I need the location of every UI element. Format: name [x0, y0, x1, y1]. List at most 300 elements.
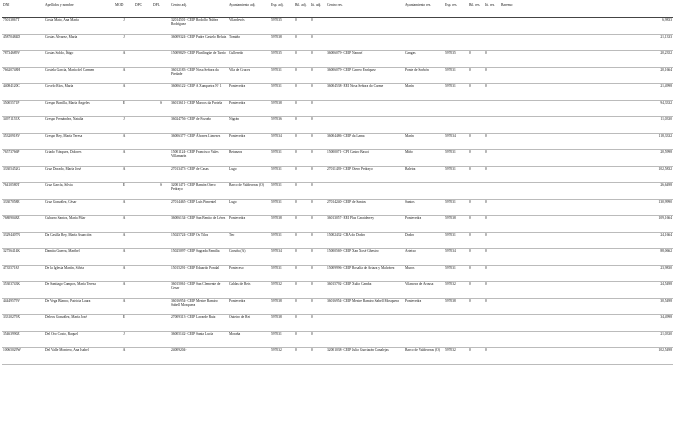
- table-cell: A: [114, 133, 134, 150]
- table-cell: Teo: [228, 232, 270, 249]
- table-cell: 36006122- CEIP A Xunqueira Nº 1: [170, 84, 228, 101]
- table-cell: [152, 282, 170, 299]
- table-cell: 35463990Z: [2, 331, 44, 348]
- table-cell: 597038: [270, 298, 294, 315]
- table-cell: 0: [310, 117, 326, 134]
- table-cell: 0: [468, 166, 484, 183]
- table-cell: Coruña (A): [228, 249, 270, 266]
- column-header: Apellidos y nombre: [44, 3, 114, 18]
- column-header: DNI: [2, 3, 44, 18]
- table-cell: 15025724- CEIP Os Tilos: [170, 232, 228, 249]
- table-cell: Crespo Bonilla, María Ángeles: [44, 100, 114, 117]
- table-cell: J: [114, 331, 134, 348]
- table-cell: 0: [294, 315, 310, 332]
- table-cell: 36006079- CEIP Carreo Enríquez: [326, 67, 404, 84]
- table-cell: 0: [468, 232, 484, 249]
- table-cell: Santos: [404, 199, 444, 216]
- table-cell: 597031: [270, 84, 294, 101]
- table-cell: 0: [484, 67, 500, 84]
- table-cell: [134, 133, 152, 150]
- table-cell: [484, 331, 500, 348]
- table-cell: 597031: [270, 265, 294, 282]
- table-cell: 36016954- CEIP Mestre Ramiro Sabell Mosquera: [326, 298, 404, 315]
- table-cell: 0: [294, 84, 310, 101]
- table-cell: [484, 34, 500, 51]
- table-cell: De Vega Blanco, Patricia Laura: [44, 298, 114, 315]
- table-cell: 44084120C: [2, 84, 44, 101]
- table-cell: [444, 100, 468, 117]
- table-cell: 15000569- CEIP Xan Xosé Ghestro: [326, 249, 404, 266]
- table-cell: Deleos González, María José: [44, 315, 114, 332]
- table-cell: [326, 34, 404, 51]
- table-cell: 35303743K: [2, 282, 44, 299]
- table-cell: 27014465- CEIP Luís Pimentel: [170, 199, 228, 216]
- table-cell: [134, 298, 152, 315]
- column-header: MOD: [114, 3, 134, 18]
- table-cell: 0: [484, 133, 500, 150]
- table-cell: 0: [468, 51, 484, 68]
- table-cell: [404, 34, 444, 51]
- table-cell: Arteixo: [404, 249, 444, 266]
- table-cell: 0: [484, 166, 500, 183]
- table-cell: [404, 331, 444, 348]
- table-cell: [444, 183, 468, 200]
- table-cell: 597032: [270, 348, 294, 365]
- table-cell: 0: [484, 282, 500, 299]
- table-cell: [444, 315, 468, 332]
- column-header: Bil. adj.: [294, 3, 310, 18]
- table-cell: Pontevedra: [228, 133, 270, 150]
- table-cell: 15000071- CPI Castro Baxoi: [326, 150, 404, 167]
- table-cell: 11,0330: [500, 117, 673, 134]
- table-cell: Pontevedra: [228, 84, 270, 101]
- table-cell: 36005142- CEIP Santa Lucía: [170, 331, 228, 348]
- table-cell: 597034: [270, 133, 294, 150]
- table-cell: [134, 67, 152, 84]
- table-cell: 0: [468, 133, 484, 150]
- table-cell: [326, 183, 404, 200]
- table-row: [2, 166, 673, 183]
- table-cell: Costa Mato, Ana María: [44, 18, 114, 35]
- table-cell: Dodro: [404, 232, 444, 249]
- table-cell: 20,1664: [500, 67, 673, 84]
- table-cell: Criado Vázquez, Dolores: [44, 150, 114, 167]
- table-cell: 118,3332: [500, 133, 673, 150]
- table-cell: [468, 34, 484, 51]
- table-cell: 27011439- CEIP Otero Pedrayo: [326, 166, 404, 183]
- table-cell: 24,1664: [500, 232, 673, 249]
- table-cell: 0: [468, 199, 484, 216]
- column-header: Centro res.: [326, 3, 404, 18]
- table-cell: 24009204-: [170, 348, 228, 365]
- table-cell: [134, 34, 152, 51]
- table-cell: [134, 117, 152, 134]
- table-cell: Crespo Fernández, Natalia: [44, 117, 114, 134]
- table-cell: 0: [484, 232, 500, 249]
- column-header: Ayuntamiento adj.: [228, 3, 270, 18]
- table-cell: [152, 150, 170, 167]
- table-cell: [468, 18, 484, 35]
- table-cell: 36013611- CEIP Marcos da Portela: [170, 100, 228, 117]
- table-cell: 33310279X: [2, 315, 44, 332]
- table-cell: 36024756- CEIP de Fozoño: [170, 117, 228, 134]
- table-cell: A: [114, 232, 134, 249]
- table-cell: 0: [468, 249, 484, 266]
- table-cell: [484, 100, 500, 117]
- table-cell: [484, 18, 500, 35]
- table-cell: [326, 18, 404, 35]
- table-cell: 0: [468, 84, 484, 101]
- table-cell: 0: [294, 199, 310, 216]
- table-row: [2, 117, 673, 134]
- table-cell: [326, 100, 404, 117]
- table-cell: 36009324- CEIP Padre Castelo Beluiz: [170, 34, 228, 51]
- table-cell: 0: [310, 67, 326, 84]
- table-cell: 32001038- CEIP Julio Gurriarán Canalejas: [326, 348, 404, 365]
- table-cell: [134, 51, 152, 68]
- table-cell: Barco de Valdeorras (O): [404, 348, 444, 365]
- table-cell: 0: [294, 100, 310, 117]
- table-cell: 597036: [270, 117, 294, 134]
- table-cell: Ponte de Sorbón: [404, 67, 444, 84]
- table-cell: A: [114, 348, 134, 365]
- table-cell: [134, 84, 152, 101]
- column-header: Esp. res.: [444, 3, 468, 18]
- table-cell: 597032: [270, 282, 294, 299]
- table-row: [2, 331, 673, 348]
- table-cell: [152, 166, 170, 183]
- table-cell: Vila de Cruces: [228, 67, 270, 84]
- table-cell: 10065029W: [2, 348, 44, 365]
- table-cell: [404, 183, 444, 200]
- table-cell: [326, 315, 404, 332]
- table-cell: De Santiago Campos, María Teresa: [44, 282, 114, 299]
- table-cell: 47355718J: [2, 265, 44, 282]
- table-cell: [152, 84, 170, 101]
- table-cell: 88,0662: [500, 249, 673, 266]
- table-row: [2, 249, 673, 266]
- table-cell: [152, 199, 170, 216]
- table-cell: [134, 183, 152, 200]
- column-header: DPC: [134, 3, 152, 18]
- table-cell: [134, 216, 152, 233]
- table-cell: A: [114, 249, 134, 266]
- table-cell: 0: [294, 34, 310, 51]
- column-header: Centro adj.: [170, 3, 228, 18]
- table-cell: [152, 34, 170, 51]
- table-cell: 0: [310, 282, 326, 299]
- table-cell: Lugo: [228, 199, 270, 216]
- table-cell: Outeiro de Rei: [228, 315, 270, 332]
- table-cell: 0: [484, 348, 500, 365]
- table-row: [2, 84, 673, 101]
- table-cell: Da Casilla Rey, María Asunción: [44, 232, 114, 249]
- table-cell: 0: [294, 183, 310, 200]
- table-cell: Cubarro Santos, María Pilar: [44, 216, 114, 233]
- table-cell: [228, 348, 270, 365]
- table-cell: [404, 117, 444, 134]
- table-cell: 102,5832: [500, 166, 673, 183]
- table-cell: 36004486- CEIP da Lama: [326, 133, 404, 150]
- table-cell: 34971155X: [2, 117, 44, 134]
- table-cell: 0: [468, 265, 484, 282]
- table-cell: [468, 183, 484, 200]
- table-cell: A: [114, 150, 134, 167]
- table-cell: 0: [484, 84, 500, 101]
- table-cell: Baleira: [404, 166, 444, 183]
- table-cell: Pontevedra: [228, 298, 270, 315]
- table-cell: 0: [310, 315, 326, 332]
- table-cell: 597035: [270, 51, 294, 68]
- table-cell: [134, 199, 152, 216]
- table-cell: Del Valle Montero, Ana Isabel: [44, 348, 114, 365]
- table-cell: 597031: [270, 232, 294, 249]
- table-cell: E: [114, 100, 134, 117]
- table-cell: 597031: [270, 199, 294, 216]
- table-cell: 597031: [444, 166, 468, 183]
- table-row: [2, 100, 673, 117]
- table-cell: [134, 18, 152, 35]
- table-cell: 0: [310, 348, 326, 365]
- table-cell: 36016954- CEIP Mestre Ramiro Sabell Mosquera: [170, 298, 228, 315]
- table-cell: 597031: [270, 331, 294, 348]
- table-cell: Cruz González, César: [44, 199, 114, 216]
- column-header: Iti. adj.: [310, 3, 326, 18]
- table-cell: [152, 51, 170, 68]
- table-cell: 0: [294, 67, 310, 84]
- table-cell: 21,1333: [500, 34, 673, 51]
- table-cell: 78734689V: [2, 51, 44, 68]
- table-cell: [134, 249, 152, 266]
- table-cell: 15009829- CEIP Plurilingüe de Tarrío: [170, 51, 228, 68]
- table-cell: 597038: [270, 216, 294, 233]
- table-cell: 597034: [444, 249, 468, 266]
- table-cell: [152, 216, 170, 233]
- table-row: [2, 265, 673, 282]
- table-cell: 0: [484, 51, 500, 68]
- table-cell: 32014501- CEIP Rodolfo Núñez Rodríguez: [170, 18, 228, 35]
- table-cell: 24,5498: [500, 282, 673, 299]
- column-header: Baremo: [500, 3, 673, 18]
- table-cell: 21,4998: [500, 84, 673, 101]
- table-cell: Tomiño: [228, 34, 270, 51]
- table-cell: [134, 315, 152, 332]
- table-cell: [152, 67, 170, 84]
- table-cell: [152, 348, 170, 365]
- table-cell: [484, 315, 500, 332]
- table-cell: 597038: [444, 216, 468, 233]
- table-cell: 0: [310, 84, 326, 101]
- table-cell: 102,5498: [500, 348, 673, 365]
- table-cell: 597035: [444, 51, 468, 68]
- table-cell: J: [114, 117, 134, 134]
- table-cell: 27009313- CEIP Lavarde Ruiz: [170, 315, 228, 332]
- table-cell: Lugo: [228, 166, 270, 183]
- table-row: [2, 34, 673, 51]
- table-cell: E: [114, 183, 134, 200]
- table-cell: 0: [310, 51, 326, 68]
- table-cell: Cangas: [404, 51, 444, 68]
- table-header-row: [2, 3, 673, 18]
- table-cell: [468, 331, 484, 348]
- table-cell: 0: [468, 282, 484, 299]
- table-cell: 15002432- CRA do Dodro: [326, 232, 404, 249]
- table-cell: [134, 232, 152, 249]
- table-cell: A: [114, 282, 134, 299]
- table-cell: 0: [294, 117, 310, 134]
- table-cell: 597031: [270, 67, 294, 84]
- table-cell: 0: [310, 183, 326, 200]
- table-cell: Betanzos: [228, 150, 270, 167]
- table-cell: J: [114, 18, 134, 35]
- table-cell: 15025097- CEIP Sagrada Familia: [170, 249, 228, 266]
- table-cell: 0: [294, 331, 310, 348]
- table-cell: [152, 117, 170, 134]
- table-cell: 0: [294, 18, 310, 35]
- table-cell: Pontevedra: [404, 216, 444, 233]
- column-header: Iti. res.: [484, 3, 500, 18]
- table-cell: 0: [294, 216, 310, 233]
- table-cell: A: [114, 199, 134, 216]
- table-cell: De la Iglesia Martín, Silvia: [44, 265, 114, 282]
- table-cell: 27013473- CEIP de Casas: [170, 166, 228, 183]
- table-cell: [134, 100, 152, 117]
- table-cell: 0: [468, 150, 484, 167]
- table-cell: 130,9990: [500, 199, 673, 216]
- table-cell: 0: [310, 232, 326, 249]
- table-cell: 0: [468, 348, 484, 365]
- table-cell: 0: [294, 51, 310, 68]
- table-row: [2, 232, 673, 249]
- table-cell: 36013057- EEI Plus Caraiderrey: [326, 216, 404, 233]
- table-row: [2, 315, 673, 332]
- table-cell: 0: [310, 150, 326, 167]
- table-cell: 76809048Z: [2, 216, 44, 233]
- table-cell: 36006134- CEIP San Benito de Lérez: [170, 216, 228, 233]
- table-cell: 0: [310, 166, 326, 183]
- table-cell: [134, 282, 152, 299]
- table-body: [2, 18, 673, 365]
- table-cell: 0: [484, 150, 500, 167]
- table-cell: Damita Guerra, Maribel: [44, 249, 114, 266]
- table-cell: Marín: [404, 133, 444, 150]
- table-cell: 23,9830: [500, 265, 673, 282]
- table-cell: 0: [294, 232, 310, 249]
- table-cell: [152, 331, 170, 348]
- table-cell: Muros: [404, 265, 444, 282]
- table-cell: 597031: [444, 150, 468, 167]
- table-cell: 0: [310, 298, 326, 315]
- table-cell: Caldas de Reis: [228, 282, 270, 299]
- table-cell: 597031: [270, 166, 294, 183]
- table-cell: 76573766P: [2, 150, 44, 167]
- table-cell: Barco de Valdeorras (O): [228, 183, 270, 200]
- table-cell: [134, 150, 152, 167]
- table-cell: 0: [484, 298, 500, 315]
- table-cell: [444, 18, 468, 35]
- table-cell: [484, 117, 500, 134]
- table-cell: 44449579V: [2, 298, 44, 315]
- table-cell: 0: [310, 216, 326, 233]
- table-row: [2, 298, 673, 315]
- table-cell: 45870484D: [2, 34, 44, 51]
- table-cell: Pontevedra: [228, 216, 270, 233]
- table-cell: 109,1664: [500, 216, 673, 233]
- table-cell: 34,4998: [500, 315, 673, 332]
- table-cell: [152, 18, 170, 35]
- table-cell: 0: [484, 265, 500, 282]
- table-cell: 36015792- CEIP Xulio Camba: [326, 282, 404, 299]
- table-row: [2, 133, 673, 150]
- table-cell: 0: [310, 133, 326, 150]
- table-cell: [152, 133, 170, 150]
- table-cell: 0: [468, 67, 484, 84]
- table-cell: Pontevedra: [404, 298, 444, 315]
- table-cell: 0: [484, 199, 500, 216]
- table-cell: Pontevedra: [228, 100, 270, 117]
- table-cell: 0: [294, 166, 310, 183]
- table-cell: 597038: [444, 298, 468, 315]
- table-cell: A: [114, 265, 134, 282]
- table-cell: [404, 315, 444, 332]
- table-cell: [468, 117, 484, 134]
- table-cell: E: [114, 315, 134, 332]
- table-cell: 36012183- CEIP Nosa Señora da Piedade: [170, 67, 228, 84]
- table-cell: 33305452G: [2, 166, 44, 183]
- table-row: [2, 67, 673, 84]
- table-cell: Vilanova de Arousa: [404, 282, 444, 299]
- table-cell: Marín: [404, 84, 444, 101]
- table-cell: Nigrán: [228, 117, 270, 134]
- table-cell: [484, 183, 500, 200]
- table-row: [2, 18, 673, 35]
- table-cell: [152, 249, 170, 266]
- table-cell: Covelo Ríos, María: [44, 84, 114, 101]
- table-cell: 0: [294, 265, 310, 282]
- table-cell: 0: [310, 265, 326, 282]
- table-cell: 0: [294, 249, 310, 266]
- table-cell: [152, 315, 170, 332]
- table-cell: Costas Álvarez, María: [44, 34, 114, 51]
- column-header: Ayuntamiento res.: [404, 3, 444, 18]
- table-cell: 0: [468, 216, 484, 233]
- table-cell: [134, 331, 152, 348]
- table-cell: 0: [294, 298, 310, 315]
- table-cell: [152, 265, 170, 282]
- table-cell: 35005571P: [2, 100, 44, 117]
- table-cell: 0: [310, 331, 326, 348]
- table-cell: [134, 166, 152, 183]
- table-cell: 597031: [444, 84, 468, 101]
- table-cell: 36015061- CEIP San Clemente de Cesar: [170, 282, 228, 299]
- table-cell: 0: [310, 34, 326, 51]
- table-cell: [326, 117, 404, 134]
- table-row: [2, 51, 673, 68]
- table-cell: 597034: [270, 249, 294, 266]
- table-cell: 0: [310, 18, 326, 35]
- table-cell: 30,5498: [500, 298, 673, 315]
- table-cell: Moraña: [228, 331, 270, 348]
- table-cell: 597038: [270, 100, 294, 117]
- table-cell: Del Oro Costo, Raquel: [44, 331, 114, 348]
- table-cell: 26,6498: [500, 183, 673, 200]
- table-cell: [152, 298, 170, 315]
- table-cell: 0: [294, 150, 310, 167]
- table-cell: 597038: [270, 34, 294, 51]
- table-cell: Miño: [404, 150, 444, 167]
- table-cell: 0: [484, 216, 500, 233]
- table-cell: 597031: [270, 150, 294, 167]
